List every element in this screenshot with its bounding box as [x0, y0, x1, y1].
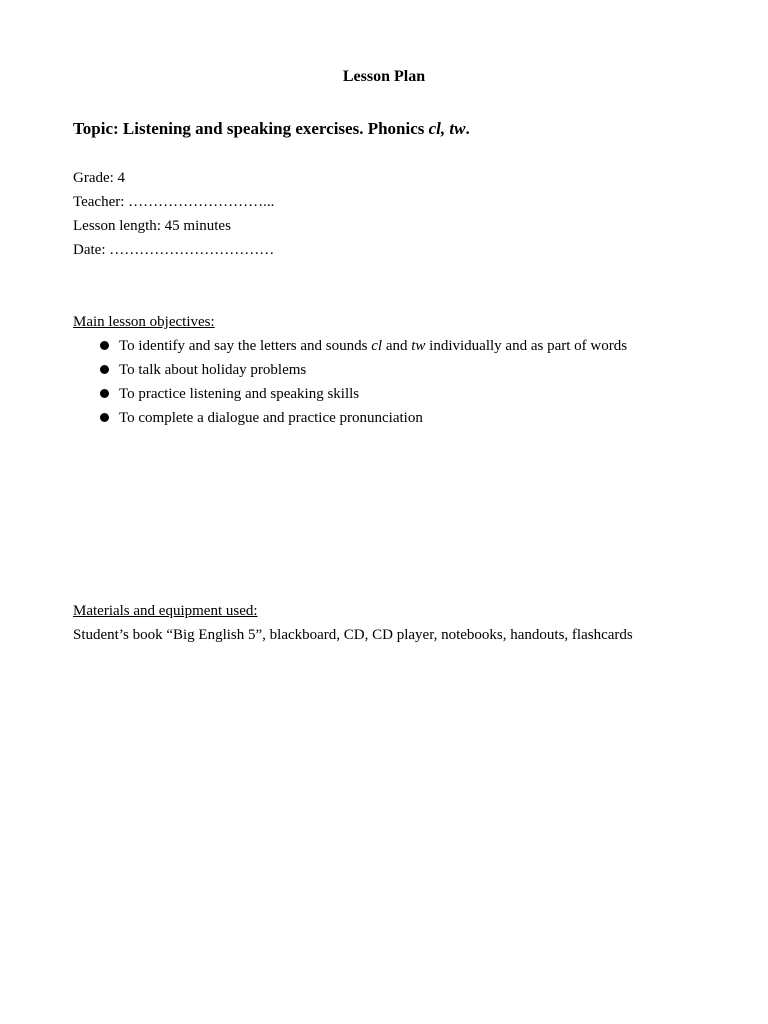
list-item	[100, 337, 627, 361]
lesson-length-line: Lesson length: 45 minutes	[73, 218, 231, 234]
objective-text: To talk about holiday problems	[119, 362, 307, 378]
topic-suffix: .	[465, 119, 470, 138]
list-item	[100, 385, 627, 409]
objectives-heading: Main lesson objectives:	[73, 314, 215, 330]
objective-phonics-cl: cl	[371, 338, 383, 354]
objective-text: To complete a dialogue and practice pronunciation	[119, 410, 423, 426]
materials-heading: Materials and equipment used:	[73, 603, 258, 619]
date-line: Date: ……………………………	[73, 242, 275, 258]
materials-text: Student’s book “Big English 5”, blackboard, CD, CD player, notebooks, handouts, flashcards	[73, 627, 633, 643]
page-title: Lesson Plan	[342, 68, 426, 85]
objective-text-before: To identify and say the letters and sounds	[119, 338, 372, 354]
bullet-icon	[100, 389, 109, 398]
topic-prefix: Topic: Listening and speaking exercises. Phonics	[73, 119, 429, 138]
bullet-icon	[100, 413, 109, 422]
objective-text: To practice listening and speaking skills	[119, 386, 360, 402]
bullet-icon	[100, 365, 109, 374]
topic-phonics: cl, tw	[428, 119, 466, 138]
objectives-list	[100, 337, 627, 433]
objective-text-middle: and	[382, 338, 412, 354]
teacher-line: Teacher: ………………………...	[73, 194, 275, 210]
bullet-icon	[100, 341, 109, 350]
objective-phonics-tw: tw	[411, 338, 426, 354]
list-item	[100, 409, 627, 433]
objective-text-after: individually and as part of words	[425, 338, 628, 354]
lesson-topic	[73, 118, 470, 140]
grade-line: Grade: 4	[73, 170, 126, 186]
list-item	[100, 361, 627, 385]
